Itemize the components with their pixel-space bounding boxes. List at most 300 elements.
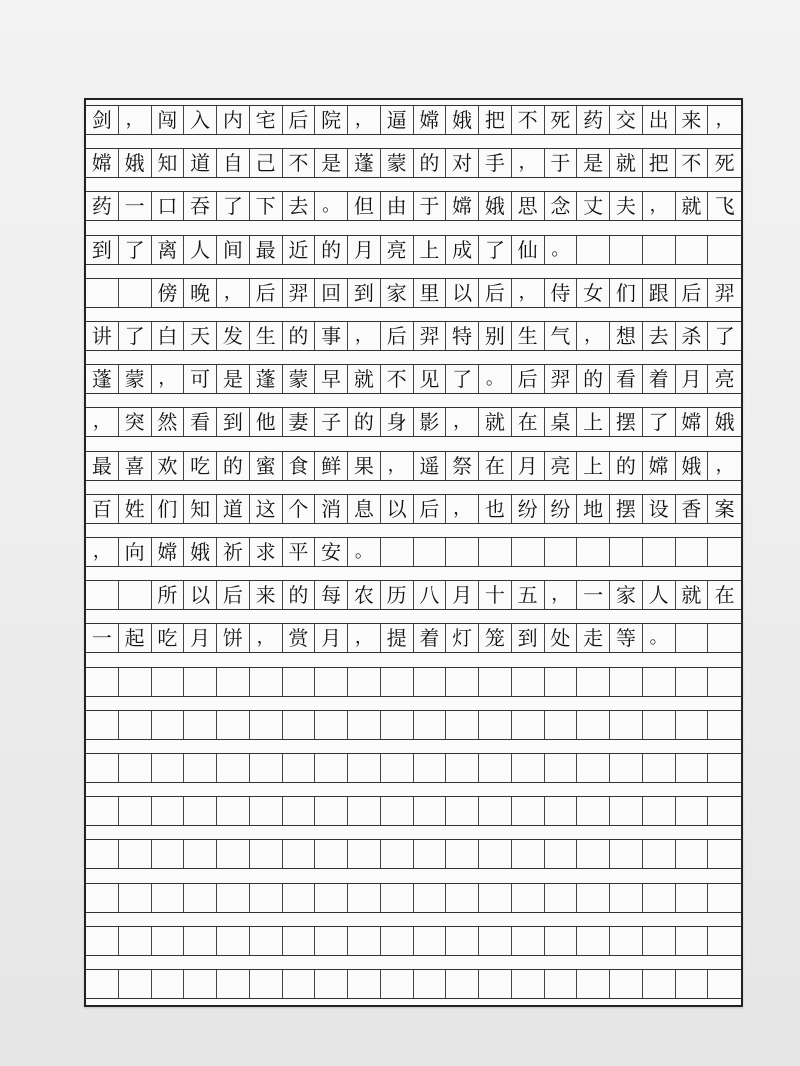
grid-cell: [610, 840, 643, 868]
grid-cell: [676, 970, 709, 998]
grid-cell: [643, 711, 676, 739]
grid-cell: [545, 538, 578, 566]
grid-cell: [119, 711, 152, 739]
grid-cell: 走: [577, 624, 610, 652]
grid-cell: [283, 797, 316, 825]
grid-cell: 。: [479, 365, 512, 393]
grid-cell: 吞: [184, 192, 217, 220]
grid-cell: [708, 927, 741, 955]
grid-cell: [86, 711, 119, 739]
grid-cell: 在: [714, 583, 735, 608]
grid-cell: 妻: [283, 408, 316, 436]
grid-cell: 饼: [217, 624, 250, 652]
grid-cell: [676, 754, 709, 782]
grid-cell: [414, 884, 447, 912]
grid-cell: ，: [577, 322, 610, 350]
grid-cell: 一: [577, 581, 610, 609]
grid-cell: 的: [414, 149, 447, 177]
grid-cell: 嫦: [86, 149, 119, 177]
grid-cell: ，: [86, 538, 119, 566]
grid-cell: [577, 668, 610, 696]
grid-cell: [348, 797, 381, 825]
grid-cell: 念: [545, 192, 578, 220]
grid-cell: 闯: [152, 106, 185, 134]
grid-cell: 内: [217, 106, 250, 134]
grid-cell: [152, 711, 185, 739]
grid-cell: [315, 927, 348, 955]
grid-cell: [577, 970, 610, 998]
grid-cell: 下: [250, 192, 283, 220]
grid-cell: 娥: [184, 538, 217, 566]
grid-cell: [446, 797, 479, 825]
grid-cell: 祈: [217, 538, 250, 566]
grid-cell: [119, 581, 152, 609]
grid-cell: [152, 927, 185, 955]
grid-cell: 不: [676, 149, 709, 177]
grid-cell: 于: [545, 149, 578, 177]
grid-cell: [414, 754, 447, 782]
grid-cell: 己: [250, 149, 283, 177]
grid-cell: [610, 884, 643, 912]
grid-cell: [610, 538, 643, 566]
grid-cell: [708, 797, 741, 825]
grid-cell: [577, 840, 610, 868]
grid-cell: [708, 711, 741, 739]
grid-cell: 。: [348, 538, 381, 566]
grid-cell: [512, 797, 545, 825]
grid-cell: [119, 797, 152, 825]
grid-cell: 摆: [610, 495, 643, 523]
grid-cell: 知: [152, 149, 185, 177]
grid-cell: 嫦: [676, 408, 709, 436]
grid-cell: [184, 884, 217, 912]
grid-cell: ，: [643, 192, 676, 220]
grid-cell: [577, 711, 610, 739]
grid-cell: 的: [348, 408, 381, 436]
grid-cell: 就: [610, 149, 643, 177]
grid-row: [86, 364, 741, 394]
grid-cell: [479, 668, 512, 696]
grid-cell: 。: [315, 192, 348, 220]
grid-row: [86, 321, 741, 351]
grid-cell: 离: [152, 236, 185, 264]
grid-cell: [152, 840, 185, 868]
grid-cell: 家: [381, 279, 414, 307]
grid-cell: 月: [446, 581, 479, 609]
grid-cell: 历: [381, 581, 414, 609]
grid-cell: [381, 754, 414, 782]
grid-cell: 天: [184, 322, 217, 350]
grid-cell: [184, 668, 217, 696]
grid-cell: [119, 279, 152, 307]
grid-cell: 以: [381, 495, 414, 523]
grid-cell: 别: [479, 322, 512, 350]
grid-cell: [283, 668, 316, 696]
grid-row: [86, 537, 741, 567]
grid-cell: [152, 797, 185, 825]
grid-cell: 月: [348, 236, 381, 264]
grid-cell: [315, 711, 348, 739]
grid-cell: 出: [643, 106, 676, 134]
grid-cell: 死: [714, 151, 735, 176]
grid-cell: [643, 538, 676, 566]
grid-cell: ，: [446, 408, 479, 436]
grid-cell: [315, 797, 348, 825]
grid-cell: [708, 970, 741, 998]
grid-cell: [414, 668, 447, 696]
grid-cell: 女: [577, 279, 610, 307]
grid-cell: [643, 840, 676, 868]
grid-cell: [479, 754, 512, 782]
grid-cell: [479, 840, 512, 868]
grid-cell: 以: [446, 279, 479, 307]
grid-row: [86, 148, 741, 178]
grid-cell: 早: [315, 365, 348, 393]
composition-grid-paper: [84, 98, 743, 1007]
grid-cell: 到: [348, 279, 381, 307]
grid-cell: 气: [545, 322, 578, 350]
grid-cell: 嫦: [643, 452, 676, 480]
grid-cell: ，: [512, 149, 545, 177]
grid-cell: ，: [381, 452, 414, 480]
grid-cell: 的: [217, 452, 250, 480]
grid-cell: [479, 927, 512, 955]
grid-cell: 想: [610, 322, 643, 350]
grid-cell: [545, 668, 578, 696]
grid-cell: 香: [676, 495, 709, 523]
grid-cell: 着: [414, 624, 447, 652]
grid-cell: [119, 884, 152, 912]
grid-cell: 夫: [610, 192, 643, 220]
grid-cell: 的: [283, 322, 316, 350]
grid-cell: [152, 970, 185, 998]
grid-cell: 也: [479, 495, 512, 523]
grid-cell: [250, 711, 283, 739]
grid-cell: [119, 927, 152, 955]
grid-cell: [283, 970, 316, 998]
grid-cell: [250, 970, 283, 998]
grid-cell: 摆: [610, 408, 643, 436]
grid-cell: [250, 840, 283, 868]
grid-cell: 后: [381, 322, 414, 350]
grid-cell: [348, 970, 381, 998]
grid-cell: 于: [414, 192, 447, 220]
grid-cell: [512, 668, 545, 696]
grid-cell: 月: [184, 624, 217, 652]
grid-cell: 交: [610, 106, 643, 134]
grid-cell: [545, 840, 578, 868]
grid-cell: 来: [250, 581, 283, 609]
grid-cell: [283, 840, 316, 868]
grid-cell: 到: [86, 236, 119, 264]
grid-cell: 知: [184, 495, 217, 523]
grid-cell: 手: [479, 149, 512, 177]
grid-cell: [545, 927, 578, 955]
grid-cell: [676, 711, 709, 739]
grid-cell: ，: [348, 322, 381, 350]
grid-cell: 果: [348, 452, 381, 480]
grid-cell: 羿: [414, 322, 447, 350]
grid-cell: 以: [184, 581, 217, 609]
grid-cell: 杀: [676, 322, 709, 350]
grid-cell: [250, 797, 283, 825]
grid-cell: [479, 797, 512, 825]
grid-cell: [250, 754, 283, 782]
grid-cell: 的: [610, 452, 643, 480]
grid-row: [86, 839, 741, 869]
grid-cell: [315, 668, 348, 696]
grid-row: [86, 667, 741, 697]
grid-cell: 了: [119, 322, 152, 350]
grid-cell: 到: [512, 624, 545, 652]
grid-cell: [479, 538, 512, 566]
grid-cell: [217, 797, 250, 825]
grid-cell: [283, 711, 316, 739]
grid-cell: ，: [512, 279, 545, 307]
grid-cell: [676, 236, 709, 264]
grid-cell: [708, 236, 741, 264]
grid-cell: 看: [184, 408, 217, 436]
grid-cell: ，: [152, 365, 185, 393]
grid-cell: [512, 927, 545, 955]
grid-cell: [250, 668, 283, 696]
grid-cell: 最: [86, 452, 119, 480]
grid-cell: 月: [676, 365, 709, 393]
grid-cell: 是: [577, 149, 610, 177]
grid-cell: 口: [152, 192, 185, 220]
grid-cell: 所: [152, 581, 185, 609]
grid-cell: [676, 668, 709, 696]
grid-row: [86, 969, 741, 999]
grid-cell: 灯: [446, 624, 479, 652]
grid-cell: [250, 884, 283, 912]
grid-cell: [381, 840, 414, 868]
grid-cell: 娥: [676, 452, 709, 480]
grid-cell: 然: [152, 408, 185, 436]
grid-cell: 生: [250, 322, 283, 350]
grid-cell: [610, 927, 643, 955]
grid-cell: 蜜: [250, 452, 283, 480]
grid-cell: [577, 538, 610, 566]
grid-cell: [708, 538, 741, 566]
grid-cell: [119, 970, 152, 998]
grid-cell: [479, 711, 512, 739]
grid-cell: 上: [577, 452, 610, 480]
grid-cell: [446, 884, 479, 912]
grid-cell: 八: [414, 581, 447, 609]
grid-cell: [86, 668, 119, 696]
grid-cell: 鲜: [315, 452, 348, 480]
grid-cell: [119, 840, 152, 868]
grid-cell: 跟: [643, 279, 676, 307]
grid-cell: 发: [217, 322, 250, 350]
grid-cell: 讲: [86, 322, 119, 350]
grid-cell: 对: [446, 149, 479, 177]
grid-cell: ，: [119, 106, 152, 134]
grid-cell: 生: [512, 322, 545, 350]
grid-cell: [86, 754, 119, 782]
grid-cell: [414, 970, 447, 998]
grid-cell: 。: [643, 624, 676, 652]
grid-cell: 。: [545, 236, 578, 264]
grid-cell: [315, 884, 348, 912]
grid-cell: [676, 797, 709, 825]
grid-cell: ，: [446, 495, 479, 523]
grid-cell: 设: [643, 495, 676, 523]
grid-cell: 提: [381, 624, 414, 652]
grid-cell: 侍: [545, 279, 578, 307]
grid-cell: 来: [676, 106, 709, 134]
grid-cell: [348, 668, 381, 696]
grid-cell: 最: [250, 236, 283, 264]
grid-cell: [643, 884, 676, 912]
grid-cell: 农: [348, 581, 381, 609]
grid-cell: [676, 624, 709, 652]
grid-cell: [381, 711, 414, 739]
grid-cell: 了: [714, 324, 735, 348]
grid-cell: 吃: [184, 452, 217, 480]
grid-cell: 了: [119, 236, 152, 264]
grid-cell: [414, 840, 447, 868]
grid-cell: 蒙: [283, 365, 316, 393]
grid-cell: 地: [577, 495, 610, 523]
grid-cell: [86, 279, 119, 307]
grid-cell: 笼: [479, 624, 512, 652]
grid-cell: [479, 970, 512, 998]
grid-cell: ，: [715, 454, 734, 476]
grid-cell: 一: [119, 192, 152, 220]
grid-cell: 处: [545, 624, 578, 652]
grid-cell: [708, 754, 741, 782]
grid-cell: [217, 668, 250, 696]
grid-cell: 里: [414, 279, 447, 307]
grid-cell: 死: [545, 106, 578, 134]
grid-cell: [610, 970, 643, 998]
grid-cell: 但: [348, 192, 381, 220]
grid-cell: [381, 668, 414, 696]
grid-cell: 亮: [545, 452, 578, 480]
grid-cell: 成: [446, 236, 479, 264]
grid-cell: [381, 884, 414, 912]
grid-cell: 的: [283, 581, 316, 609]
grid-cell: [86, 797, 119, 825]
grid-row: [86, 105, 741, 135]
grid-cell: [217, 970, 250, 998]
grid-cell: 白: [152, 322, 185, 350]
grid-cell: 后: [479, 279, 512, 307]
grid-cell: 后: [250, 279, 283, 307]
grid-cell: 喜: [119, 452, 152, 480]
grid-cell: [545, 970, 578, 998]
grid-cell: [446, 927, 479, 955]
grid-row: [86, 926, 741, 956]
grid-cell: 去: [283, 192, 316, 220]
grid-cell: 嫦: [152, 538, 185, 566]
grid-cell: [86, 884, 119, 912]
grid-cell: [512, 538, 545, 566]
grid-cell: 身: [381, 408, 414, 436]
grid-cell: 了: [479, 236, 512, 264]
grid-cell: 傍: [152, 279, 185, 307]
grid-cell: [414, 711, 447, 739]
grid-cell: 药: [577, 106, 610, 134]
grid-cell: 欢: [152, 452, 185, 480]
grid-cell: 把: [643, 149, 676, 177]
grid-cell: 向: [119, 538, 152, 566]
grid-cell: 起: [119, 624, 152, 652]
grid-cell: [610, 668, 643, 696]
grid-cell: 自: [217, 149, 250, 177]
grid-cell: 晚: [184, 279, 217, 307]
grid-cell: 特: [446, 322, 479, 350]
grid-cell: 可: [184, 365, 217, 393]
grid-cell: 娥: [479, 192, 512, 220]
grid-cell: [512, 970, 545, 998]
grid-cell: [676, 884, 709, 912]
grid-cell: ，: [86, 408, 119, 436]
grid-cell: 是: [217, 365, 250, 393]
grid-cell: [152, 884, 185, 912]
grid-cell: [283, 927, 316, 955]
grid-cell: 月: [512, 452, 545, 480]
grid-row: [86, 235, 741, 265]
grid-cell: 桌: [545, 408, 578, 436]
grid-cell: 丈: [577, 192, 610, 220]
grid-cell: 近: [283, 236, 316, 264]
grid-cell: [512, 840, 545, 868]
grid-cell: 吃: [152, 624, 185, 652]
grid-cell: [315, 840, 348, 868]
grid-cell: 家: [610, 581, 643, 609]
grid-cell: 月: [315, 624, 348, 652]
grid-cell: 见: [414, 365, 447, 393]
grid-cell: 后: [283, 106, 316, 134]
grid-cell: [381, 927, 414, 955]
grid-cell: [152, 754, 185, 782]
grid-cell: 等: [610, 624, 643, 652]
grid-cell: 事: [315, 322, 348, 350]
grid-cell: ，: [250, 624, 283, 652]
grid-cell: [610, 754, 643, 782]
grid-cell: [283, 884, 316, 912]
grid-cell: ，: [715, 109, 734, 130]
grid-row: [86, 710, 741, 740]
grid-cell: 药: [86, 192, 119, 220]
grid-cell: [348, 711, 381, 739]
grid-cell: [315, 754, 348, 782]
grid-cell: 姓: [119, 495, 152, 523]
grid-cell: 蓬: [250, 365, 283, 393]
grid-cell: [643, 236, 676, 264]
grid-cell: 蒙: [119, 365, 152, 393]
grid-cell: 把: [479, 106, 512, 134]
grid-cell: 羿: [714, 280, 735, 305]
grid-row: [86, 623, 741, 653]
grid-cell: 突: [119, 408, 152, 436]
grid-cell: [545, 797, 578, 825]
grid-cell: 了: [217, 192, 250, 220]
grid-cell: 不: [283, 149, 316, 177]
grid-cell: 就: [348, 365, 381, 393]
grid-cell: 上: [577, 408, 610, 436]
grid-cell: 娥: [119, 149, 152, 177]
grid-cell: 宅: [250, 106, 283, 134]
grid-cell: [348, 927, 381, 955]
grid-cell: 就: [676, 192, 709, 220]
grid-cell: 赏: [283, 624, 316, 652]
grid-cell: 人: [184, 236, 217, 264]
grid-cell: [610, 711, 643, 739]
